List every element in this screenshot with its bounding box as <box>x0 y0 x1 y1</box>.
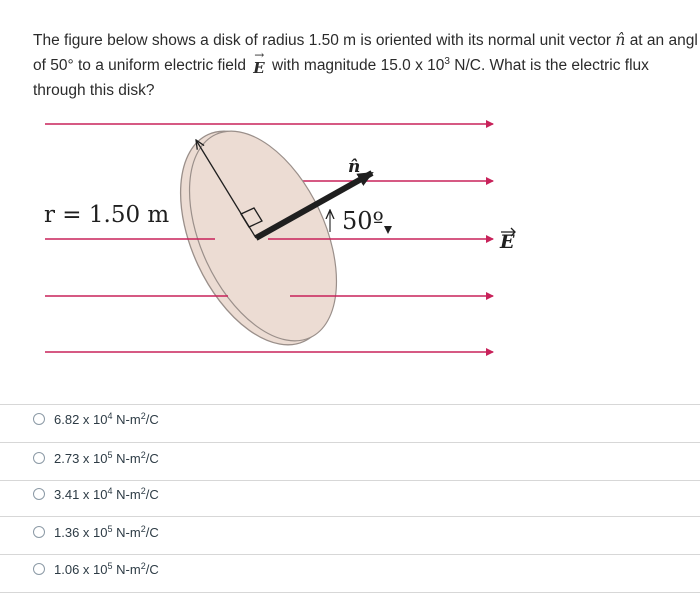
radio-button[interactable] <box>33 526 45 538</box>
question-text <box>33 28 700 103</box>
normal-vector-symbol: n̂ <box>615 31 626 49</box>
magnitude-exponent: 3 <box>444 56 450 67</box>
answer-label: 1.06 x $10^5$ $N-m^2/C$ <box>54 560 159 577</box>
answer-option[interactable] <box>33 407 159 431</box>
radio-button[interactable] <box>33 488 45 500</box>
radio-button[interactable] <box>33 563 45 575</box>
answer-label: 6.82 x $10^4$ $N-m^2/C$ <box>54 410 159 427</box>
radius-label: r = 1.50 m <box>44 202 170 228</box>
question-line-1 <box>33 28 700 53</box>
divider <box>0 554 700 555</box>
question-line-1-suffix: at an angl <box>629 32 698 49</box>
physics-figure <box>0 108 700 398</box>
divider <box>0 404 700 405</box>
question-line-2-suffix: N/C. What is the electric flux <box>454 57 649 74</box>
question-line-2-mid: with magnitude 15.0 x 10 <box>272 57 445 74</box>
question-line-1-text: The figure below shows a disk of radius 1.50 m is oriented with its normal unit vector <box>33 32 612 49</box>
question-line-2-text: of 50° to a uniform electric field <box>33 57 246 74</box>
angle-label: 50º <box>342 207 384 235</box>
radio-button[interactable] <box>33 413 45 425</box>
radio-button[interactable] <box>33 452 45 464</box>
answer-label: 3.41 x $10^4$ $N-m^2/C$ <box>54 485 159 502</box>
angle-pointer <box>384 226 392 234</box>
answer-option[interactable] <box>33 520 159 544</box>
question-line-2 <box>33 53 700 78</box>
divider <box>0 516 700 517</box>
field-label <box>499 228 515 253</box>
answer-option[interactable] <box>33 446 159 470</box>
divider <box>0 442 700 443</box>
answer-option[interactable] <box>33 557 159 581</box>
divider <box>0 480 700 481</box>
divider <box>0 592 700 593</box>
normal-label: n̂ <box>348 157 361 177</box>
answer-option[interactable] <box>33 482 159 506</box>
question-line-3: through this disk? <box>33 82 155 99</box>
answer-label: 1.36 x $10^5$ $N-m^2/C$ <box>54 523 159 540</box>
field-vector-symbol: → E <box>253 56 264 81</box>
answer-label: 2.73 x $10^5$ $N-m^2/C$ <box>54 449 159 466</box>
field-label-text: E <box>500 231 515 253</box>
